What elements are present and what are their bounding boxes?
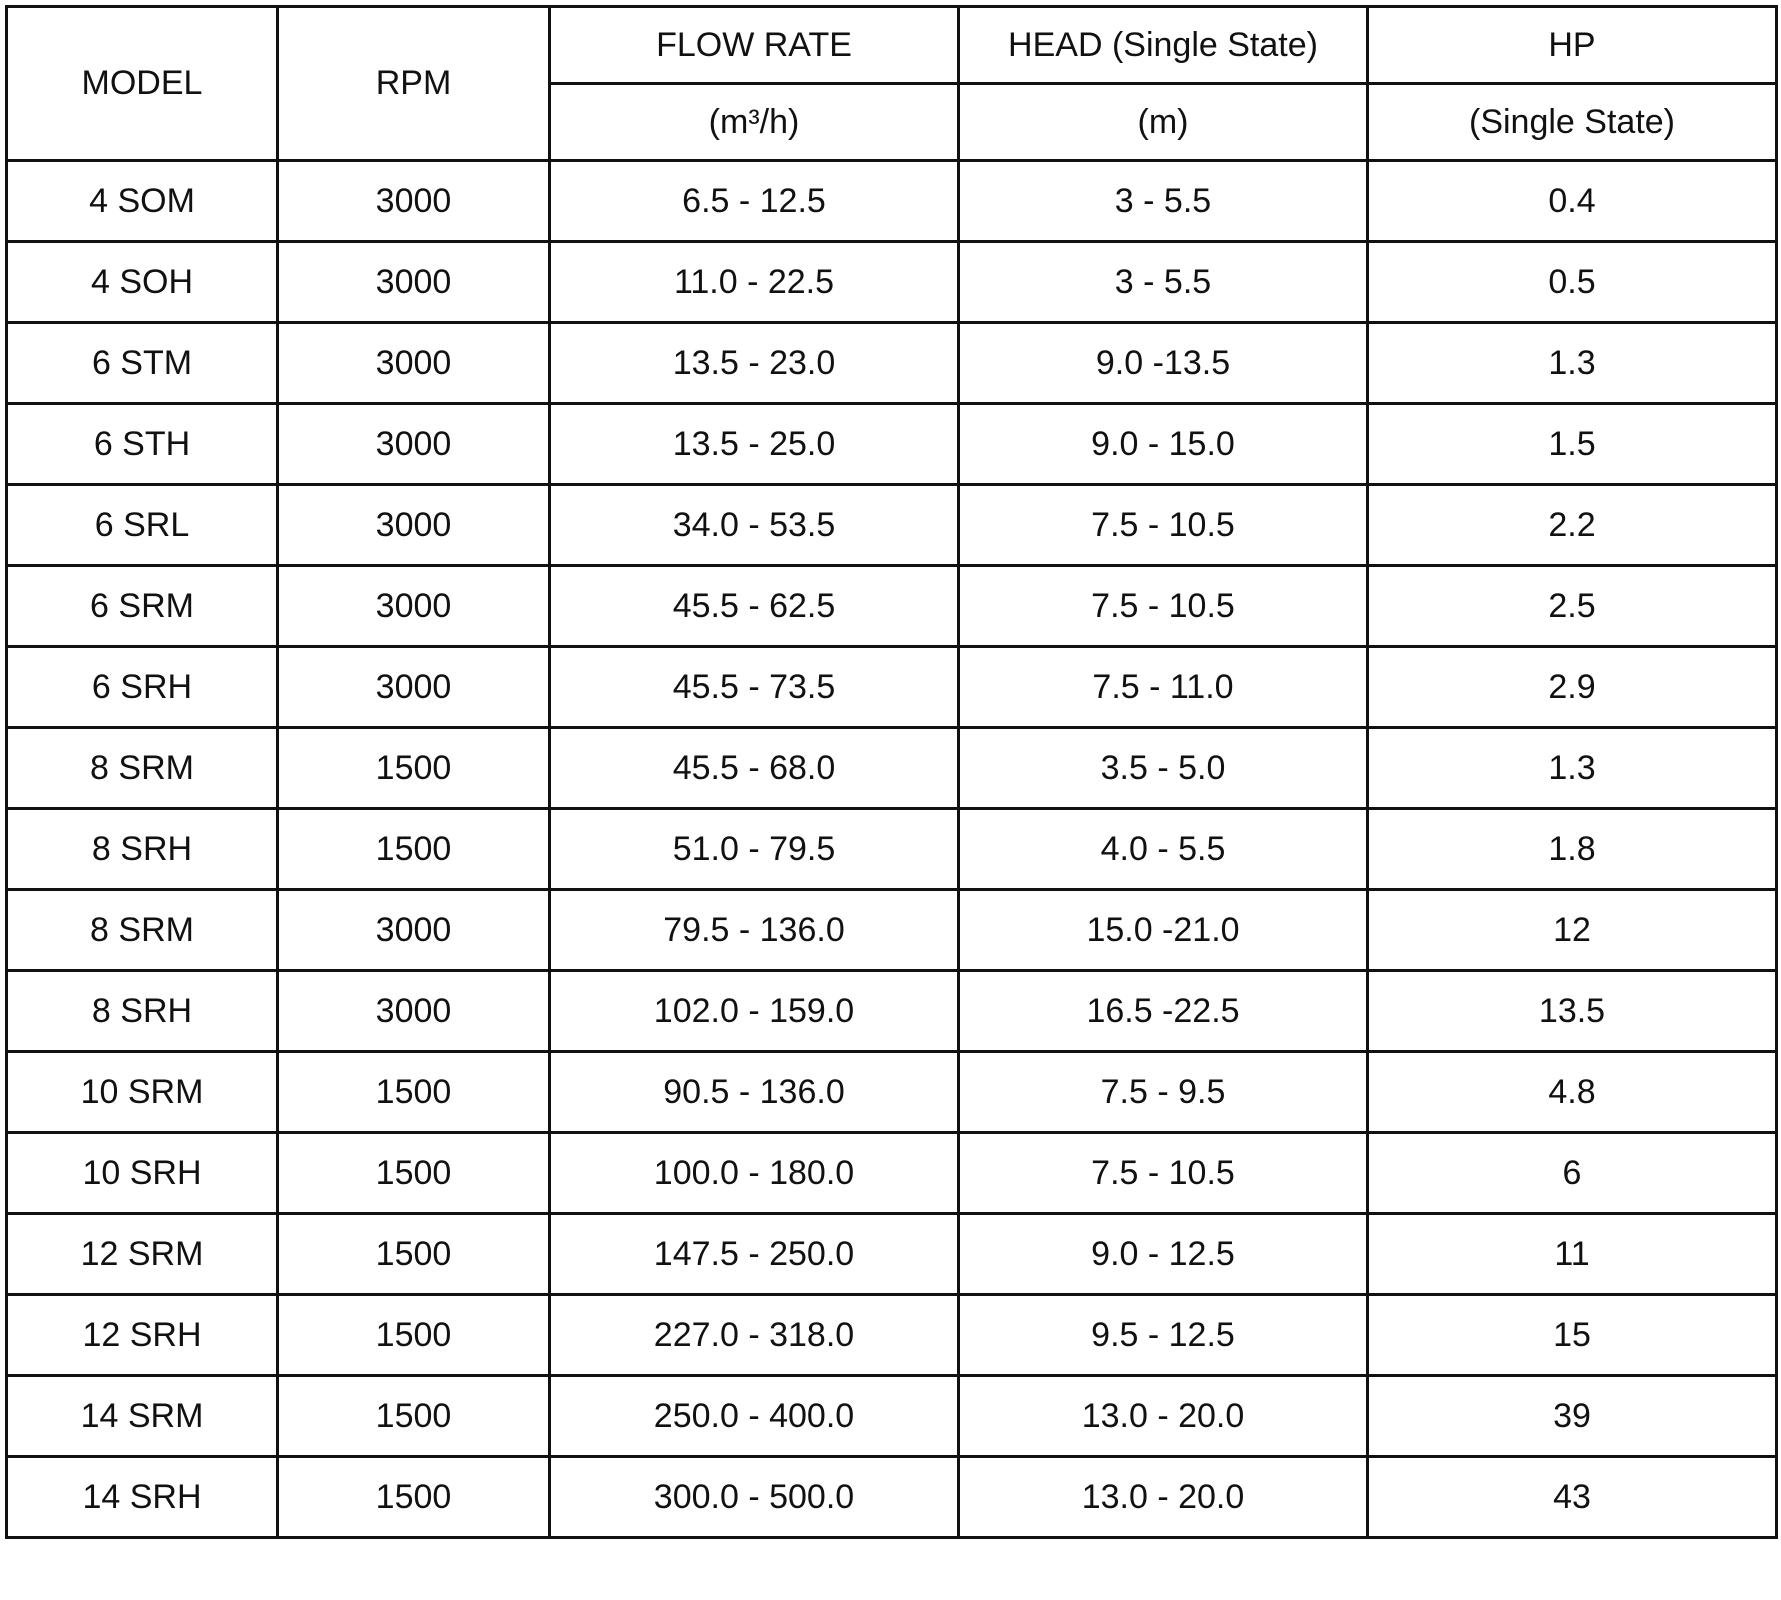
rpm-cell: 1500 bbox=[278, 1214, 550, 1295]
table-row bbox=[7, 1133, 1777, 1214]
hp-cell: 1.3 bbox=[1368, 323, 1777, 404]
head-cell: 16.5 -22.5 bbox=[959, 971, 1368, 1052]
hp-cell: 0.4 bbox=[1368, 161, 1777, 242]
table-row bbox=[7, 971, 1777, 1052]
hp-cell: 6 bbox=[1368, 1133, 1777, 1214]
hp-cell: 12 bbox=[1368, 890, 1777, 971]
hp-cell: 2.5 bbox=[1368, 566, 1777, 647]
table-row bbox=[7, 728, 1777, 809]
head-cell: 7.5 - 10.5 bbox=[959, 485, 1368, 566]
hp-cell: 4.8 bbox=[1368, 1052, 1777, 1133]
model-cell: 6 STM bbox=[7, 323, 278, 404]
rpm-cell: 3000 bbox=[278, 566, 550, 647]
flow-rate-cell: 45.5 - 68.0 bbox=[550, 728, 959, 809]
flow-rate-cell: 102.0 - 159.0 bbox=[550, 971, 959, 1052]
table-row bbox=[7, 890, 1777, 971]
model-cell: 14 SRH bbox=[7, 1457, 278, 1538]
header-hp: HP bbox=[1368, 7, 1777, 84]
rpm-cell: 3000 bbox=[278, 647, 550, 728]
model-cell: 8 SRH bbox=[7, 971, 278, 1052]
flow-rate-cell: 300.0 - 500.0 bbox=[550, 1457, 959, 1538]
hp-cell: 2.9 bbox=[1368, 647, 1777, 728]
model-cell: 4 SOM bbox=[7, 161, 278, 242]
flow-rate-cell: 227.0 - 318.0 bbox=[550, 1295, 959, 1376]
hp-cell: 2.2 bbox=[1368, 485, 1777, 566]
hp-cell: 1.3 bbox=[1368, 728, 1777, 809]
model-cell: 10 SRH bbox=[7, 1133, 278, 1214]
table-row bbox=[7, 1052, 1777, 1133]
header-flow-rate: FLOW RATE bbox=[550, 7, 959, 84]
rpm-cell: 1500 bbox=[278, 1376, 550, 1457]
head-cell: 13.0 - 20.0 bbox=[959, 1457, 1368, 1538]
flow-rate-cell: 13.5 - 25.0 bbox=[550, 404, 959, 485]
table-row bbox=[7, 242, 1777, 323]
head-cell: 9.5 - 12.5 bbox=[959, 1295, 1368, 1376]
head-cell: 4.0 - 5.5 bbox=[959, 809, 1368, 890]
model-cell: 6 SRH bbox=[7, 647, 278, 728]
table-row bbox=[7, 1295, 1777, 1376]
rpm-cell: 1500 bbox=[278, 1295, 550, 1376]
hp-cell: 11 bbox=[1368, 1214, 1777, 1295]
rpm-cell: 3000 bbox=[278, 890, 550, 971]
hp-cell: 1.8 bbox=[1368, 809, 1777, 890]
flow-rate-cell: 13.5 - 23.0 bbox=[550, 323, 959, 404]
table-row bbox=[7, 566, 1777, 647]
header-rpm: RPM bbox=[278, 7, 550, 161]
hp-cell: 13.5 bbox=[1368, 971, 1777, 1052]
head-cell: 3 - 5.5 bbox=[959, 242, 1368, 323]
header-hp-unit: (Single State) bbox=[1368, 84, 1777, 161]
flow-rate-cell: 6.5 - 12.5 bbox=[550, 161, 959, 242]
rpm-cell: 3000 bbox=[278, 971, 550, 1052]
head-cell: 7.5 - 9.5 bbox=[959, 1052, 1368, 1133]
table-body bbox=[7, 161, 1777, 1538]
rpm-cell: 3000 bbox=[278, 242, 550, 323]
flow-rate-cell: 90.5 - 136.0 bbox=[550, 1052, 959, 1133]
table-row bbox=[7, 1457, 1777, 1538]
head-cell: 15.0 -21.0 bbox=[959, 890, 1368, 971]
rpm-cell: 1500 bbox=[278, 1133, 550, 1214]
model-cell: 6 STH bbox=[7, 404, 278, 485]
model-cell: 8 SRH bbox=[7, 809, 278, 890]
hp-cell: 0.5 bbox=[1368, 242, 1777, 323]
rpm-cell: 3000 bbox=[278, 404, 550, 485]
head-cell: 9.0 - 15.0 bbox=[959, 404, 1368, 485]
head-cell: 7.5 - 10.5 bbox=[959, 1133, 1368, 1214]
header-model: MODEL bbox=[7, 7, 278, 161]
model-cell: 6 SRM bbox=[7, 566, 278, 647]
table-row bbox=[7, 647, 1777, 728]
rpm-cell: 1500 bbox=[278, 728, 550, 809]
header-head-unit: (m) bbox=[959, 84, 1368, 161]
table-header bbox=[7, 7, 1777, 161]
head-cell: 9.0 -13.5 bbox=[959, 323, 1368, 404]
head-cell: 9.0 - 12.5 bbox=[959, 1214, 1368, 1295]
rpm-cell: 3000 bbox=[278, 485, 550, 566]
flow-rate-cell: 45.5 - 62.5 bbox=[550, 566, 959, 647]
model-cell: 8 SRM bbox=[7, 728, 278, 809]
head-cell: 7.5 - 11.0 bbox=[959, 647, 1368, 728]
table-row bbox=[7, 1376, 1777, 1457]
header-row bbox=[7, 7, 1777, 84]
flow-rate-cell: 79.5 - 136.0 bbox=[550, 890, 959, 971]
header-flow-rate-unit: (m³/h) bbox=[550, 84, 959, 161]
head-cell: 3 - 5.5 bbox=[959, 161, 1368, 242]
head-cell: 3.5 - 5.0 bbox=[959, 728, 1368, 809]
flow-rate-cell: 11.0 - 22.5 bbox=[550, 242, 959, 323]
rpm-cell: 3000 bbox=[278, 161, 550, 242]
table-row bbox=[7, 404, 1777, 485]
flow-rate-cell: 45.5 - 73.5 bbox=[550, 647, 959, 728]
model-cell: 6 SRL bbox=[7, 485, 278, 566]
pump-spec-table bbox=[5, 5, 1778, 1539]
flow-rate-cell: 34.0 - 53.5 bbox=[550, 485, 959, 566]
model-cell: 4 SOH bbox=[7, 242, 278, 323]
model-cell: 12 SRM bbox=[7, 1214, 278, 1295]
rpm-cell: 1500 bbox=[278, 809, 550, 890]
table-row bbox=[7, 809, 1777, 890]
hp-cell: 43 bbox=[1368, 1457, 1777, 1538]
model-cell: 10 SRM bbox=[7, 1052, 278, 1133]
table-row bbox=[7, 1214, 1777, 1295]
rpm-cell: 1500 bbox=[278, 1052, 550, 1133]
model-cell: 14 SRM bbox=[7, 1376, 278, 1457]
header-head: HEAD (Single State) bbox=[959, 7, 1368, 84]
head-cell: 13.0 - 20.0 bbox=[959, 1376, 1368, 1457]
table-row bbox=[7, 485, 1777, 566]
hp-cell: 39 bbox=[1368, 1376, 1777, 1457]
model-cell: 8 SRM bbox=[7, 890, 278, 971]
flow-rate-cell: 51.0 - 79.5 bbox=[550, 809, 959, 890]
flow-rate-cell: 147.5 - 250.0 bbox=[550, 1214, 959, 1295]
rpm-cell: 3000 bbox=[278, 323, 550, 404]
flow-rate-cell: 250.0 - 400.0 bbox=[550, 1376, 959, 1457]
hp-cell: 1.5 bbox=[1368, 404, 1777, 485]
rpm-cell: 1500 bbox=[278, 1457, 550, 1538]
hp-cell: 15 bbox=[1368, 1295, 1777, 1376]
table-row bbox=[7, 323, 1777, 404]
head-cell: 7.5 - 10.5 bbox=[959, 566, 1368, 647]
flow-rate-cell: 100.0 - 180.0 bbox=[550, 1133, 959, 1214]
model-cell: 12 SRH bbox=[7, 1295, 278, 1376]
table-row bbox=[7, 161, 1777, 242]
